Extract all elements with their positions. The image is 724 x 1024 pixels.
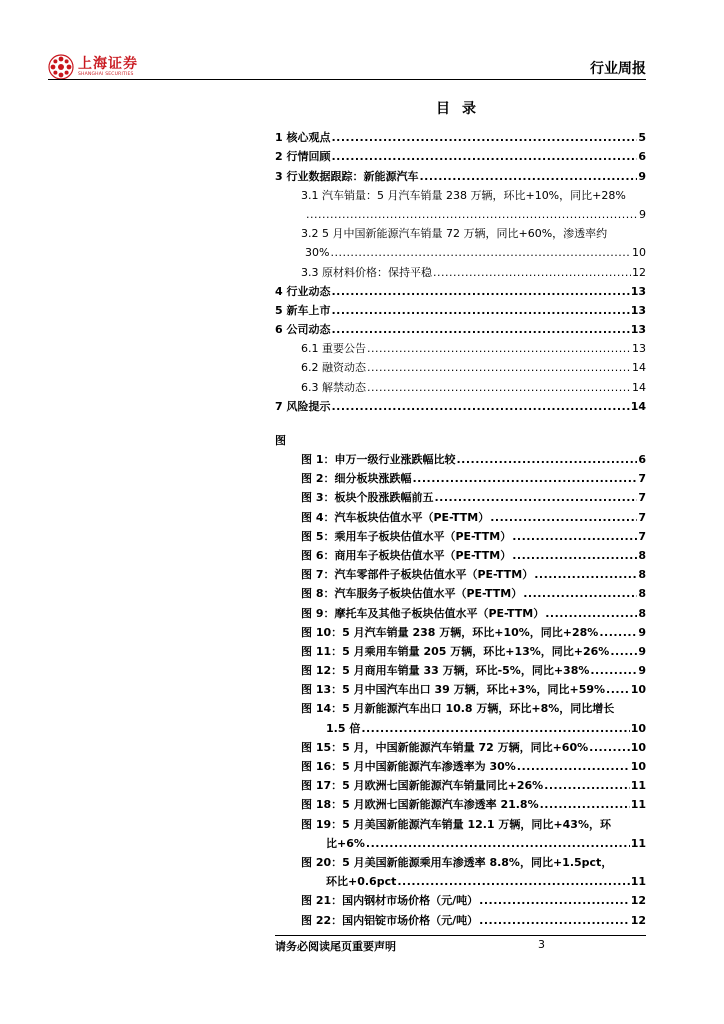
figure-entry[interactable]	[275, 563, 646, 582]
dot-leader	[540, 798, 630, 812]
toc-entry-page: 9	[638, 169, 646, 183]
figure-entry-page: 8	[638, 587, 646, 601]
dot-leader	[512, 549, 637, 563]
figure-entry-label: 图 2：细分板块涨跌幅	[301, 472, 412, 486]
figure-entry[interactable]	[275, 640, 646, 659]
shanghai-securities-logo-icon	[48, 54, 74, 80]
figure-entry[interactable]	[275, 889, 646, 908]
dot-leader	[434, 491, 637, 505]
footer-disclaimer-note: 请务必阅读尾页重要声明	[275, 940, 396, 953]
dot-leader	[331, 323, 629, 337]
toc-entry-label: 3.1 汽车销量：5 月汽车销量 238 万辆，环比+10%，同比+28%	[301, 188, 626, 202]
figures-heading: 图	[275, 433, 286, 447]
toc-entry[interactable]	[275, 222, 646, 241]
figure-entry[interactable]	[275, 659, 646, 678]
toc-entry-label: 6.3 解禁动态	[301, 380, 366, 394]
dot-leader	[397, 875, 629, 889]
toc-entry[interactable]	[275, 337, 646, 356]
figure-entry-page: 11	[630, 798, 646, 812]
figure-entry-label: 图 16：5 月中国新能源汽车渗透率为 30%	[301, 760, 516, 773]
toc-entry-page: 13	[632, 342, 646, 356]
figure-entry[interactable]	[275, 832, 646, 851]
toc-entry-label: 4 行业动态	[275, 284, 331, 298]
toc-entry-label: 1 核心观点	[275, 131, 331, 145]
figure-entry[interactable]	[275, 505, 646, 524]
toc-entry-page: 6	[638, 150, 646, 164]
figure-entry-page: 9	[638, 625, 646, 639]
figure-entry-page: 10	[630, 683, 646, 697]
figure-entry-label: 图 17：5 月欧洲七国新能源汽车销量同比+26%	[301, 779, 544, 793]
dot-leader	[599, 626, 637, 640]
toc-entry[interactable]	[275, 260, 646, 279]
header-divider	[48, 79, 646, 80]
dot-leader	[331, 304, 629, 318]
figure-entry-page: 7	[638, 510, 646, 524]
toc-entry-label: 6.2 融资动态	[301, 361, 366, 375]
dot-leader	[610, 645, 637, 659]
figure-entry[interactable]	[275, 525, 646, 544]
figure-entry[interactable]	[275, 544, 646, 563]
dot-leader	[512, 530, 637, 544]
figure-entry-label: 图 10：5 月汽车销量 238 万辆，环比+10%，同比+28%	[301, 625, 599, 639]
toc-entry[interactable]	[275, 184, 646, 203]
figure-entry-label: 图 6：商用车子板块估值水平（PE-TTM）	[301, 548, 512, 562]
figure-entry-page: 11	[630, 779, 646, 793]
figure-entry-label: 图 5：乘用车子板块估值水平（PE-TTM）	[301, 529, 512, 543]
figure-entry[interactable]	[275, 678, 646, 697]
figure-entry-label: 环比+0.6pct	[326, 875, 397, 889]
toc-entry-label: 6 公司动态	[275, 323, 331, 337]
toc-entry-label: 7 风险提示	[275, 399, 331, 413]
figure-entry-page: 6	[638, 453, 646, 466]
figure-entry-page: 12	[630, 913, 646, 927]
dot-leader	[367, 342, 631, 356]
dot-leader	[412, 472, 637, 486]
report-type: 行业周报	[590, 61, 646, 77]
dot-leader	[331, 285, 629, 299]
toc-title: 目录	[436, 101, 488, 117]
toc-entry-label: 30%	[305, 246, 330, 260]
toc-entry-page: 10	[632, 246, 646, 260]
dot-leader	[331, 131, 637, 145]
figure-entry-label: 图 19：5 月美国新能源汽车销量 12.1 万辆，同比+43%，环	[301, 817, 611, 831]
toc-entry[interactable]	[275, 395, 646, 414]
dot-leader	[331, 400, 629, 414]
toc-entry[interactable]	[275, 375, 646, 394]
figure-entry-page: 10	[630, 760, 646, 773]
figure-entry[interactable]	[275, 621, 646, 640]
footer-divider	[275, 935, 646, 936]
toc-entry[interactable]	[275, 318, 646, 337]
dot-leader	[589, 741, 630, 755]
dot-leader	[330, 246, 631, 260]
figure-entry-label: 图 1：申万一级行业涨跌幅比较	[301, 453, 456, 466]
figure-entry-page: 12	[630, 894, 646, 908]
figure-entry-label: 比+6%	[326, 836, 365, 850]
figure-entry-label: 图 21：国内钢材市场价格（元/吨）	[301, 894, 479, 908]
figure-entry[interactable]	[275, 486, 646, 505]
figure-entry[interactable]	[275, 774, 646, 793]
table-of-contents	[275, 126, 646, 928]
dot-leader	[545, 607, 637, 621]
figure-entry-page: 7	[638, 491, 646, 505]
figure-entry-label: 图 12：5 月商用车销量 33 万辆，环比-5%，同比+38%	[301, 664, 590, 678]
figure-entry-label: 图 20：5 月美国新能源乘用车渗透率 8.8%，同比+1.5pct，	[301, 855, 613, 869]
figure-entry[interactable]	[275, 601, 646, 620]
figure-entry-label: 图 13：5 月中国汽车出口 39 万辆，环比+3%，同比+59%	[301, 683, 606, 697]
dot-leader	[361, 722, 629, 736]
logo-chinese-name: 上海证券	[78, 55, 138, 72]
dot-leader	[306, 208, 638, 222]
figure-entry[interactable]	[275, 582, 646, 601]
figure-entry[interactable]	[275, 870, 646, 889]
toc-entry[interactable]	[275, 126, 646, 145]
figure-entry-label: 图 4：汽车板块估值水平（PE-TTM）	[301, 510, 490, 524]
figure-entry[interactable]	[275, 755, 646, 774]
figure-entry-page: 7	[638, 472, 646, 486]
dot-leader	[367, 381, 631, 395]
figure-entry[interactable]	[275, 812, 646, 831]
toc-entry-page: 12	[632, 265, 646, 279]
toc-entry-label: 2 行情回顾	[275, 150, 331, 164]
figure-entry-page: 7	[638, 529, 646, 543]
dot-leader	[419, 170, 637, 184]
dot-leader	[490, 511, 637, 525]
figure-entry-label: 图 3：板块个股涨跌幅前五	[301, 491, 434, 505]
figure-entry-label: 图 7：汽车零部件子板块估值水平（PE-TTM）	[301, 568, 534, 582]
dot-leader	[367, 361, 631, 375]
figures-list	[275, 448, 646, 928]
figure-entry-page: 10	[630, 721, 646, 735]
toc-section-list	[275, 126, 646, 414]
page-number: 3	[538, 938, 545, 951]
figure-entry-page: 11	[630, 875, 646, 889]
dot-leader	[606, 683, 630, 697]
figure-entry[interactable]	[275, 467, 646, 486]
dot-leader	[517, 760, 630, 774]
toc-entry[interactable]	[275, 241, 646, 260]
toc-entry-page: 14	[632, 361, 646, 375]
toc-entry[interactable]	[275, 164, 646, 183]
toc-entry-label: 3 行业数据跟踪：新能源汽车	[275, 169, 419, 183]
dot-leader	[479, 894, 630, 908]
dot-leader	[433, 266, 631, 280]
toc-entry-page: 13	[630, 284, 646, 298]
toc-entry-label: 5 新车上市	[275, 303, 331, 317]
toc-entry-label: 3.3 原材料价格：保持平稳	[301, 265, 432, 279]
figure-entry-page: 8	[638, 606, 646, 620]
toc-entry-label: 6.1 重要公告	[301, 342, 366, 356]
figure-entry[interactable]	[275, 908, 646, 927]
figure-entry-page: 11	[630, 836, 646, 850]
dot-leader	[590, 664, 637, 678]
figure-entry[interactable]	[275, 716, 646, 735]
company-logo	[48, 52, 138, 82]
toc-entry-page: 13	[630, 303, 646, 317]
figure-entry-label: 图 18：5 月欧洲七国新能源汽车渗透率 21.8%	[301, 798, 539, 812]
dot-leader	[544, 779, 630, 793]
figure-entry-label: 图 22：国内铝锭市场价格（元/吨）	[301, 913, 479, 927]
dot-leader	[523, 587, 637, 601]
toc-entry[interactable]	[275, 299, 646, 318]
toc-entry[interactable]	[275, 356, 646, 375]
dot-leader	[366, 837, 630, 851]
figure-entry-page: 10	[630, 740, 646, 754]
figure-entry-label: 图 14：5 月新能源汽车出口 10.8 万辆，环比+8%，同比增长	[301, 702, 615, 716]
figure-entry-label: 图 11：5 月乘用车销量 205 万辆，环比+13%，同比+26%	[301, 644, 610, 658]
toc-entry-page: 13	[630, 323, 646, 337]
figure-entry-page: 9	[638, 664, 646, 678]
dot-leader	[479, 914, 630, 928]
figure-entry-label: 1.5 倍	[326, 721, 361, 735]
logo-english-name: SHANGHAI SECURITIES	[78, 71, 134, 77]
toc-entry-page: 9	[639, 207, 646, 221]
dot-leader	[534, 568, 637, 582]
toc-entry-page: 14	[630, 399, 646, 413]
figure-entry[interactable]	[275, 793, 646, 812]
toc-entry[interactable]	[275, 203, 646, 222]
figure-entry[interactable]	[275, 697, 646, 716]
figure-entry[interactable]	[275, 736, 646, 755]
toc-entry-page: 14	[632, 380, 646, 394]
figure-entry-page: 9	[638, 644, 646, 658]
toc-entry[interactable]	[275, 280, 646, 299]
toc-entry-label: 3.2 5 月中国新能源汽车销量 72 万辆，同比+60%，渗透率约	[301, 227, 608, 241]
figure-entry-label: 图 9：摩托车及其他子板块估值水平（PE-TTM）	[301, 606, 545, 620]
figure-entry-page: 8	[638, 548, 646, 562]
toc-entry-page: 5	[638, 131, 646, 145]
dot-leader	[331, 150, 637, 164]
figure-entry-label: 图 15：5 月，中国新能源汽车销量 72 万辆，同比+60%	[301, 740, 589, 754]
toc-entry[interactable]	[275, 145, 646, 164]
figure-entry[interactable]	[275, 851, 646, 870]
figure-entry-label: 图 8：汽车服务子板块估值水平（PE-TTM）	[301, 587, 523, 601]
figure-entry-page: 8	[638, 568, 646, 582]
figure-entry[interactable]	[275, 448, 646, 467]
dot-leader	[456, 453, 637, 467]
